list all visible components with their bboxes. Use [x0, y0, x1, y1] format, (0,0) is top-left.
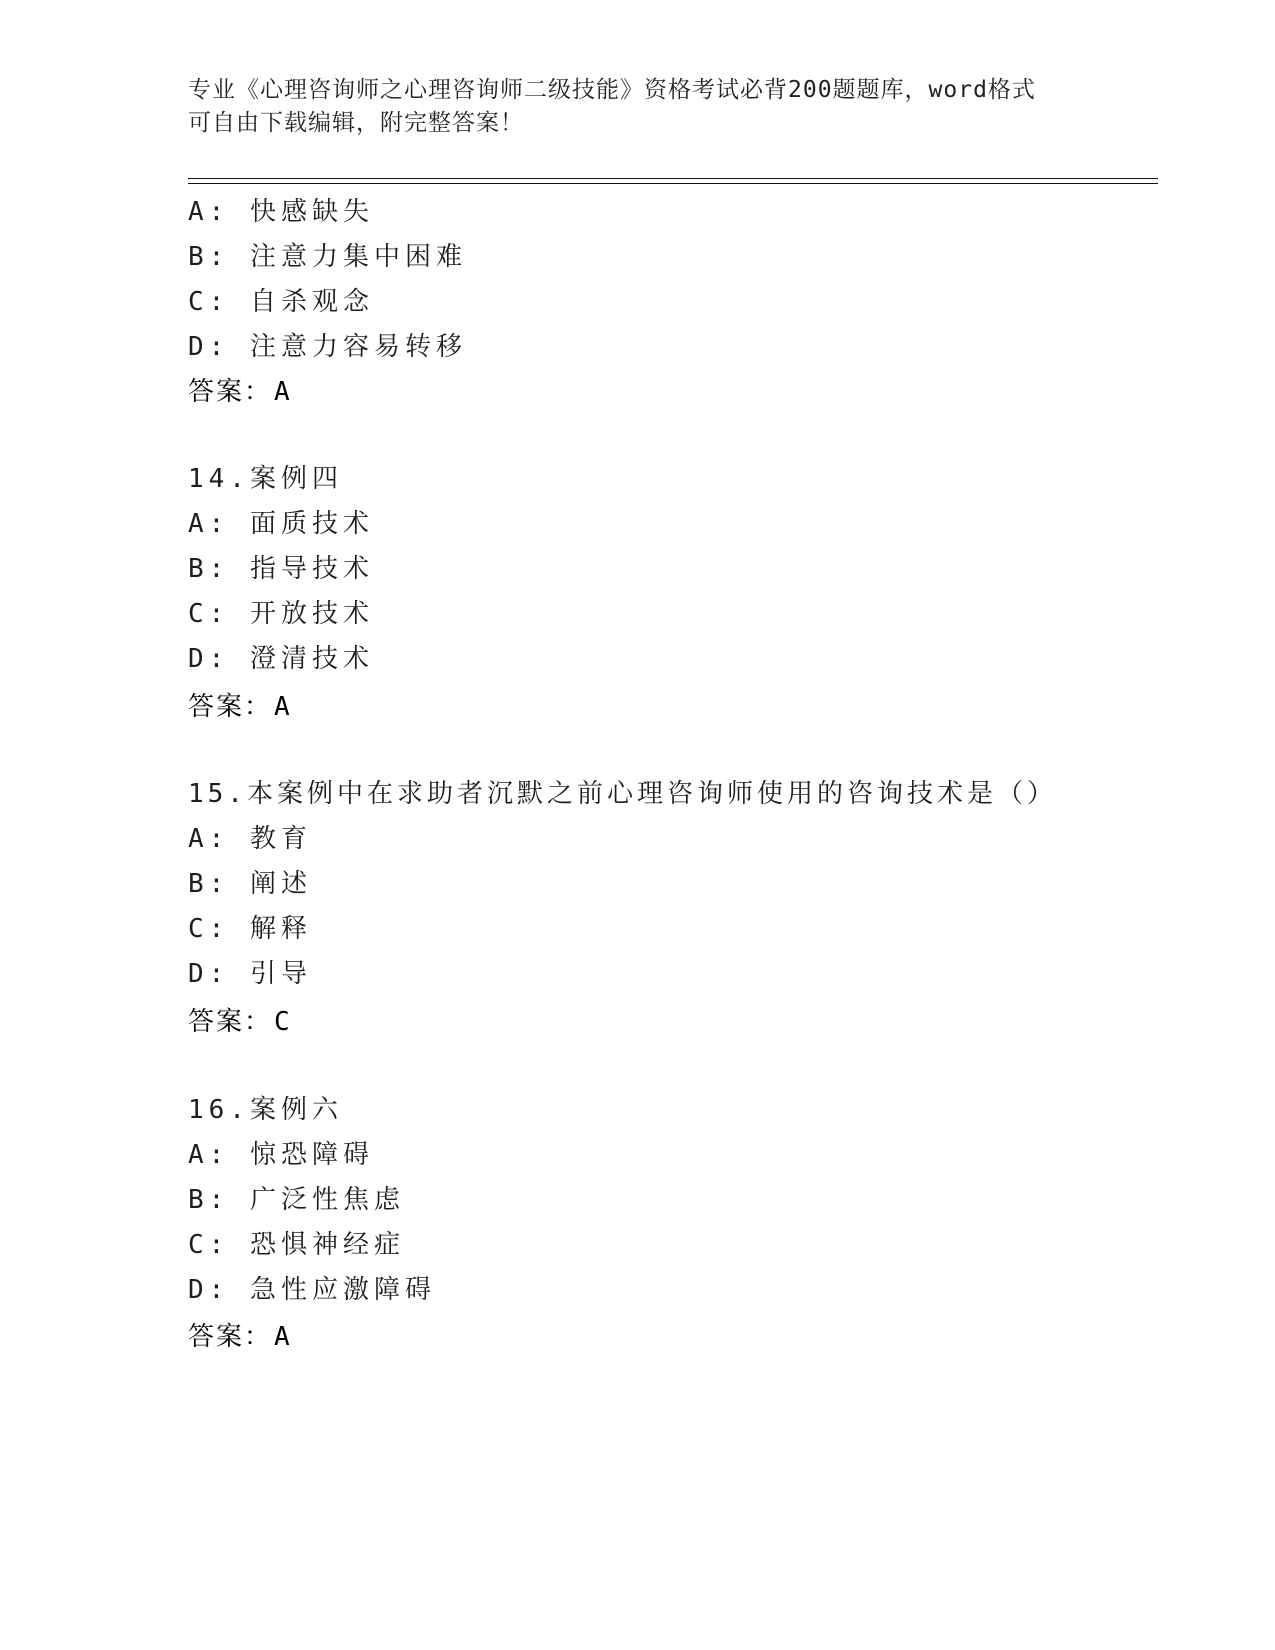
- answer-line: [188, 375, 292, 409]
- question-15: 15.本案例中在求助者沉默之前心理咨询师使用的咨询技术是（）: [188, 779, 1057, 809]
- option-b: B: 指导技术: [188, 554, 374, 584]
- answer-line: [188, 1320, 292, 1354]
- question-16: 16.案例六: [188, 1095, 343, 1125]
- option-d: D: 澄清技术: [188, 644, 374, 674]
- document-header: [188, 74, 1088, 140]
- answer-label: 答案：: [188, 377, 273, 407]
- header-divider-bottom: [188, 183, 1158, 184]
- answer-label: 答案：: [188, 1322, 273, 1352]
- option-b: B: 阐述: [188, 869, 312, 899]
- option-a: A: 快感缺失: [188, 197, 374, 227]
- answer-label: 答案：: [188, 1007, 273, 1037]
- answer-label: 答案：: [188, 692, 273, 722]
- option-d: D: 引导: [188, 959, 312, 989]
- answer-line: [188, 1005, 292, 1039]
- option-c: C: 解释: [188, 914, 312, 944]
- answer-value: A: [274, 692, 292, 722]
- option-a: A: 惊恐障碍: [188, 1140, 374, 1170]
- option-d: D: 急性应激障碍: [188, 1275, 436, 1305]
- option-a: A: 教育: [188, 824, 312, 854]
- option-a: A: 面质技术: [188, 509, 374, 539]
- answer-value: C: [274, 1007, 292, 1037]
- question-14: 14.案例四: [188, 464, 343, 494]
- answer-value: A: [274, 377, 292, 407]
- answer-value: A: [274, 1322, 292, 1352]
- option-b: B: 广泛性焦虑: [188, 1185, 405, 1215]
- answer-line: [188, 690, 292, 724]
- option-b: B: 注意力集中困难: [188, 242, 467, 272]
- header-title-line-2: 可自由下载编辑，附完整答案！: [188, 110, 524, 136]
- option-c: C: 自杀观念: [188, 287, 374, 317]
- header-divider-top: [188, 178, 1158, 179]
- header-title-line-1: 专业《心理咨询师之心理咨询师二级技能》资格考试必背200题题库，word格式: [188, 77, 1036, 103]
- option-d: D: 注意力容易转移: [188, 332, 467, 362]
- option-c: C: 恐惧神经症: [188, 1230, 405, 1260]
- option-c: C: 开放技术: [188, 599, 374, 629]
